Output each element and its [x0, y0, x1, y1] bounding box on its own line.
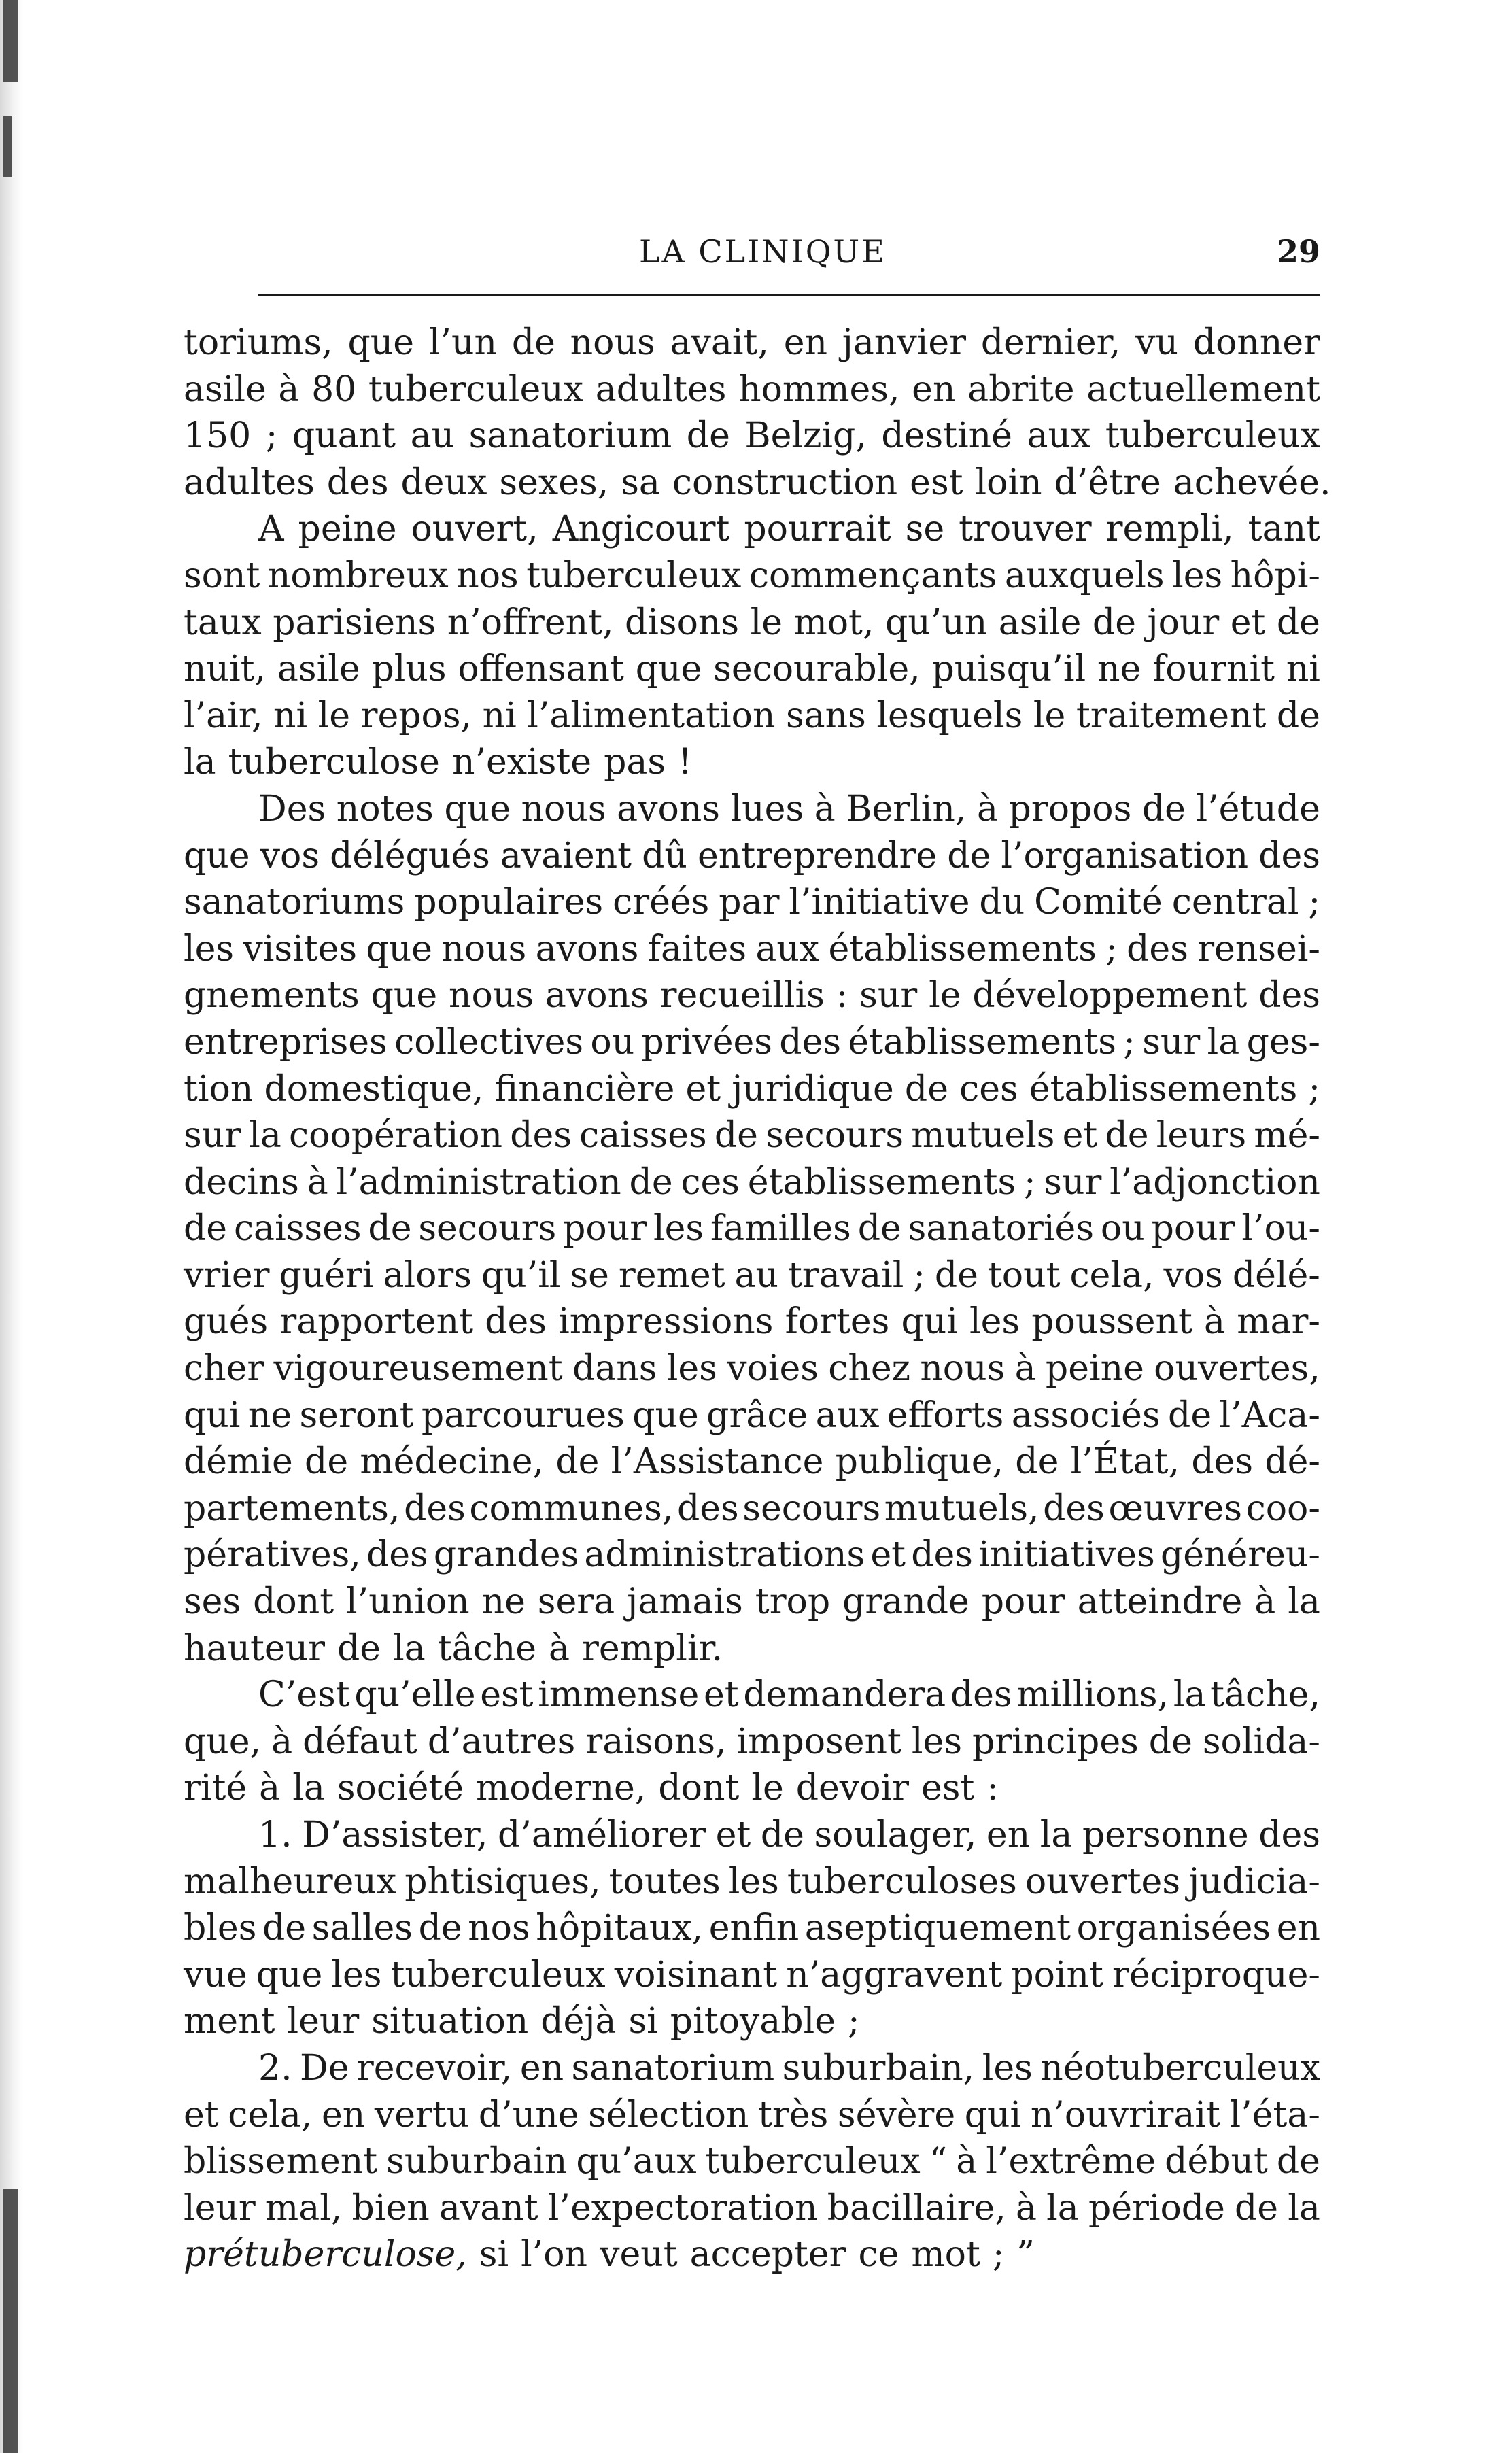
text-line: et cela, en vertu d’une sélection très sévère qui n’ouvrirait l’éta- [184, 2094, 1320, 2135]
text-line: gués rapportent des impressions fortes qui les poussent à mar- [184, 1301, 1320, 1343]
text-line: 1. D’assister, d’améliorer et de soulager, en la personne des [258, 1815, 1320, 1855]
text-line: pératives, des grandes administrations et des initiatives généreu- [184, 1534, 1320, 1576]
scan-edge [0, 0, 23, 2453]
text-line: vue que les tuberculeux voisinant n’aggravent point réciproque- [184, 1954, 1320, 1995]
text-line: gnements que nous avons recueillis : sur le développement des [184, 975, 1320, 1016]
text-line: 2. De recevoir, en sanatorium suburbain, les néotuberculeux [258, 2047, 1320, 2089]
text-line: C’est qu’elle est immense et demandera des millions, la tâche, [258, 1675, 1320, 1716]
text-line: malheureux phtisiques, toutes les tuberculoses ouvertes judicia- [184, 1861, 1320, 1902]
scan-mark [3, 0, 18, 82]
text-line: blissement suburbain qu’aux tuberculeux “ à l’extrême début de [184, 2141, 1320, 2182]
scan-mark [3, 116, 12, 177]
body-text [184, 320, 1331, 2278]
text-line: toriums, que l’un de nous avait, en janvier dernier, vu donner [184, 322, 1320, 363]
text-line: vrier guéri alors qu’il se remet au travail ; de tout cela, vos délé- [184, 1254, 1320, 1296]
text-line: que, à défaut d’autres raisons, imposent les principes de solida- [184, 1721, 1320, 1762]
page-number: 29 [1276, 233, 1320, 270]
text-line: cher vigoureusement dans les voies chez nous à peine ouvertes, [184, 1348, 1320, 1390]
text-line: asile à 80 tuberculeux adultes hommes, en abrite actuellement [184, 368, 1320, 410]
text-line: la tuberculose n’existe pas ! [184, 742, 692, 783]
running-title: LA CLINIQUE [639, 233, 887, 270]
text-line: que vos délégués avaient dû entreprendre de l’organisation des [184, 835, 1320, 876]
text-line: de caisses de secours pour les familles de sanatoriés ou pour l’ou- [184, 1208, 1320, 1250]
text-line: qui ne seront parcourues que grâce aux efforts associés de l’Aca- [184, 1394, 1320, 1436]
text-line: 150 ; quant au sanatorium de Belzig, destiné aux tuberculeux [184, 415, 1320, 457]
text-line: l’air, ni le repos, ni l’alimentation sans lesquels le traitement de [184, 695, 1320, 736]
text-line: adultes des deux sexes, sa construction est loin d’être achevée. [184, 462, 1331, 503]
text-line: partements, des communes, des secours mutuels, des œuvres coo- [184, 1488, 1320, 1529]
text-line: A peine ouvert, Angicourt pourrait se trouver rempli, tant [258, 509, 1320, 550]
text-line: sanatoriums populaires créés par l’initiative du Comité central ; [184, 882, 1320, 923]
text-line: démie de médecine, de l’Assistance publique, de l’État, des dé- [184, 1441, 1320, 1483]
text-line: ment leur situation déjà si pitoyable ; [184, 2001, 860, 2042]
text-line: ses dont l’union ne sera jamais trop grande pour atteindre à la [184, 1581, 1320, 1623]
scan-mark [3, 2189, 18, 2453]
text-line: decins à l’administration de ces établissements ; sur l’adjonction [184, 1161, 1320, 1203]
header-rule [258, 294, 1320, 296]
text-line: rité à la société moderne, dont le devoir est : [184, 1768, 999, 1809]
page-header [258, 231, 1320, 279]
text-line: tion domestique, financière et juridique de ces établissements ; [184, 1068, 1320, 1110]
text-line: sont nombreux nos tuberculeux commençants auxquels les hôpi- [184, 555, 1320, 596]
text-line: bles de salles de nos hôpitaux, enfin aseptiquement organisées en [184, 1908, 1320, 1949]
text-line: Des notes que nous avons lues à Berlin, à propos de l’étude [258, 788, 1320, 829]
text-line: prétuberculose, si l’on veut accepter ce mot ; ” [184, 2234, 1035, 2276]
text-line: les visites que nous avons faites aux établissements ; des rensei- [184, 928, 1320, 970]
text-line: taux parisiens n’offrent, disons le mot, qu’un asile de jour et de [184, 602, 1320, 643]
text-line: entreprises collectives ou privées des établissements ; sur la ges- [184, 1021, 1320, 1063]
text-line: leur mal, bien avant l’expectoration bacillaire, à la période de la [184, 2187, 1320, 2229]
text-line: nuit, asile plus offensant que secourable, puisqu’il ne fournit ni [184, 649, 1320, 690]
text-line: hauteur de la tâche à remplir. [184, 1628, 723, 1669]
text-line: sur la coopération des caisses de secours mutuels et de leurs mé- [184, 1115, 1320, 1156]
